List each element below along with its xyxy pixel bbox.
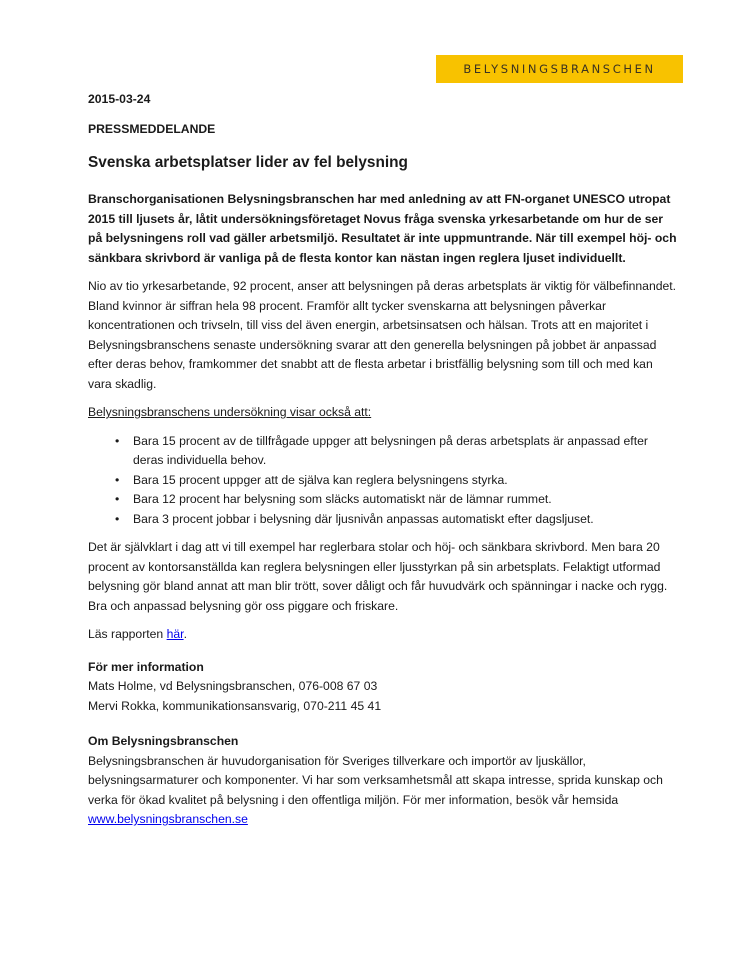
contact-lines (88, 677, 678, 716)
contact-line: Mats Holme, vd Belysningsbranschen, 076-008 67 03 (88, 679, 378, 693)
about-text: Belysningsbranschen är huvudorganisation för Sveriges tillverkare och importör av ljuskällor, belysningsarmaturer och komponenter. Vi har som verksamhetsmål att skapa intresse, sprida kunskap och verka för ökad kvalitet på belysning i den offentliga miljön. För mer information, besök vår hemsida (88, 753, 663, 807)
report-suffix: . (183, 627, 187, 641)
page-title: Svenska arbetsplatser lider av fel belysning (88, 154, 408, 171)
body-paragraph-1: Nio av tio yrkesarbetande, 92 procent, anser att belysningen på deras arbetsplats är viktig för välbefinnandet. Bland kvinnor är siffran hela 98 procent. Framför allt tycker svenskarna att belysningen påverkar koncentrationen och trivseln, till viss del även energin, arbetsinsatsen och hälsan. Trots att en majoritet i Belysningsbranschens senaste undersökning svarar att den generella belysningen på jobbet är anpassad efter deras behov, framkommer det snabbt att de flesta arbetar i bristfällig belysning som till och med kan vara skadlig. (88, 279, 677, 391)
report-line (88, 625, 678, 645)
website-link[interactable]: www.belysningsbranschen.se (88, 812, 248, 826)
contact-section (88, 658, 678, 678)
list-item: • Bara 15 procent uppger att de själva kan reglera belysningens styrka. (133, 471, 678, 491)
brand-logo-text: BELYSNINGSBRANSCHEN (463, 62, 656, 76)
document-type: PRESSMEDDELANDE (88, 121, 216, 136)
list-item: • Bara 12 procent har belysning som släcks automatiskt när de lämnar rummet. (133, 490, 678, 510)
report-link[interactable]: här (166, 627, 184, 641)
contact-line: Mervi Rokka, kommunikationsansvarig, 070-211 45 41 (88, 698, 382, 713)
lead-paragraph: Branschorganisationen Belysningsbranschen har med anledning av att FN-organet UNESCO utropat 2015 till ljusets år, låtit undersökningsföretaget Novus fråga svenska yrkesarbetande om hur de ser på belysningens roll vad gäller arbetsmiljö. Resultatet är inte uppmuntrande. När till exempel höj- och sänkbara skrivbord är vanliga på de flesta kontor kan nästan ingen reglera ljuset individuellt. (88, 192, 677, 265)
survey-heading: Belysningsbranschens undersökning visar också att: (88, 405, 372, 419)
body-paragraph-2: Det är självklart i dag att vi till exempel har reglerbara stolar och höj- och sänkbara skrivbord. Men bara 20 procent av kontorsanställda kan reglera belysningen eller ljusstyrkan på sin arbetsplats. Felaktigt utformad belysning gör bland annat att man blir trött, sover dåligt och får huvudvärk och spänningar i nacke och rygg. Bra och anpassad belysning gör oss piggare och friskare. (88, 540, 668, 613)
list-item: • Bara 15 procent av de tillfrågade uppger att belysningen på deras arbetsplats är anpassad efter deras individuella behov. (133, 432, 678, 471)
list-item: • Bara 3 procent jobbar i belysning där ljusnivån anpassas automatiskt efter dagsljuset. (133, 510, 678, 530)
release-date: 2015-03-24 (88, 92, 151, 106)
brand-logo (436, 55, 683, 83)
about-body (88, 752, 678, 830)
about-section (88, 732, 678, 752)
report-prefix: Läs rapporten (88, 627, 167, 641)
survey-list (88, 432, 678, 530)
about-heading: Om Belysningsbranschen (88, 734, 239, 748)
press-release (88, 90, 678, 830)
contact-heading: För mer information (88, 659, 204, 674)
